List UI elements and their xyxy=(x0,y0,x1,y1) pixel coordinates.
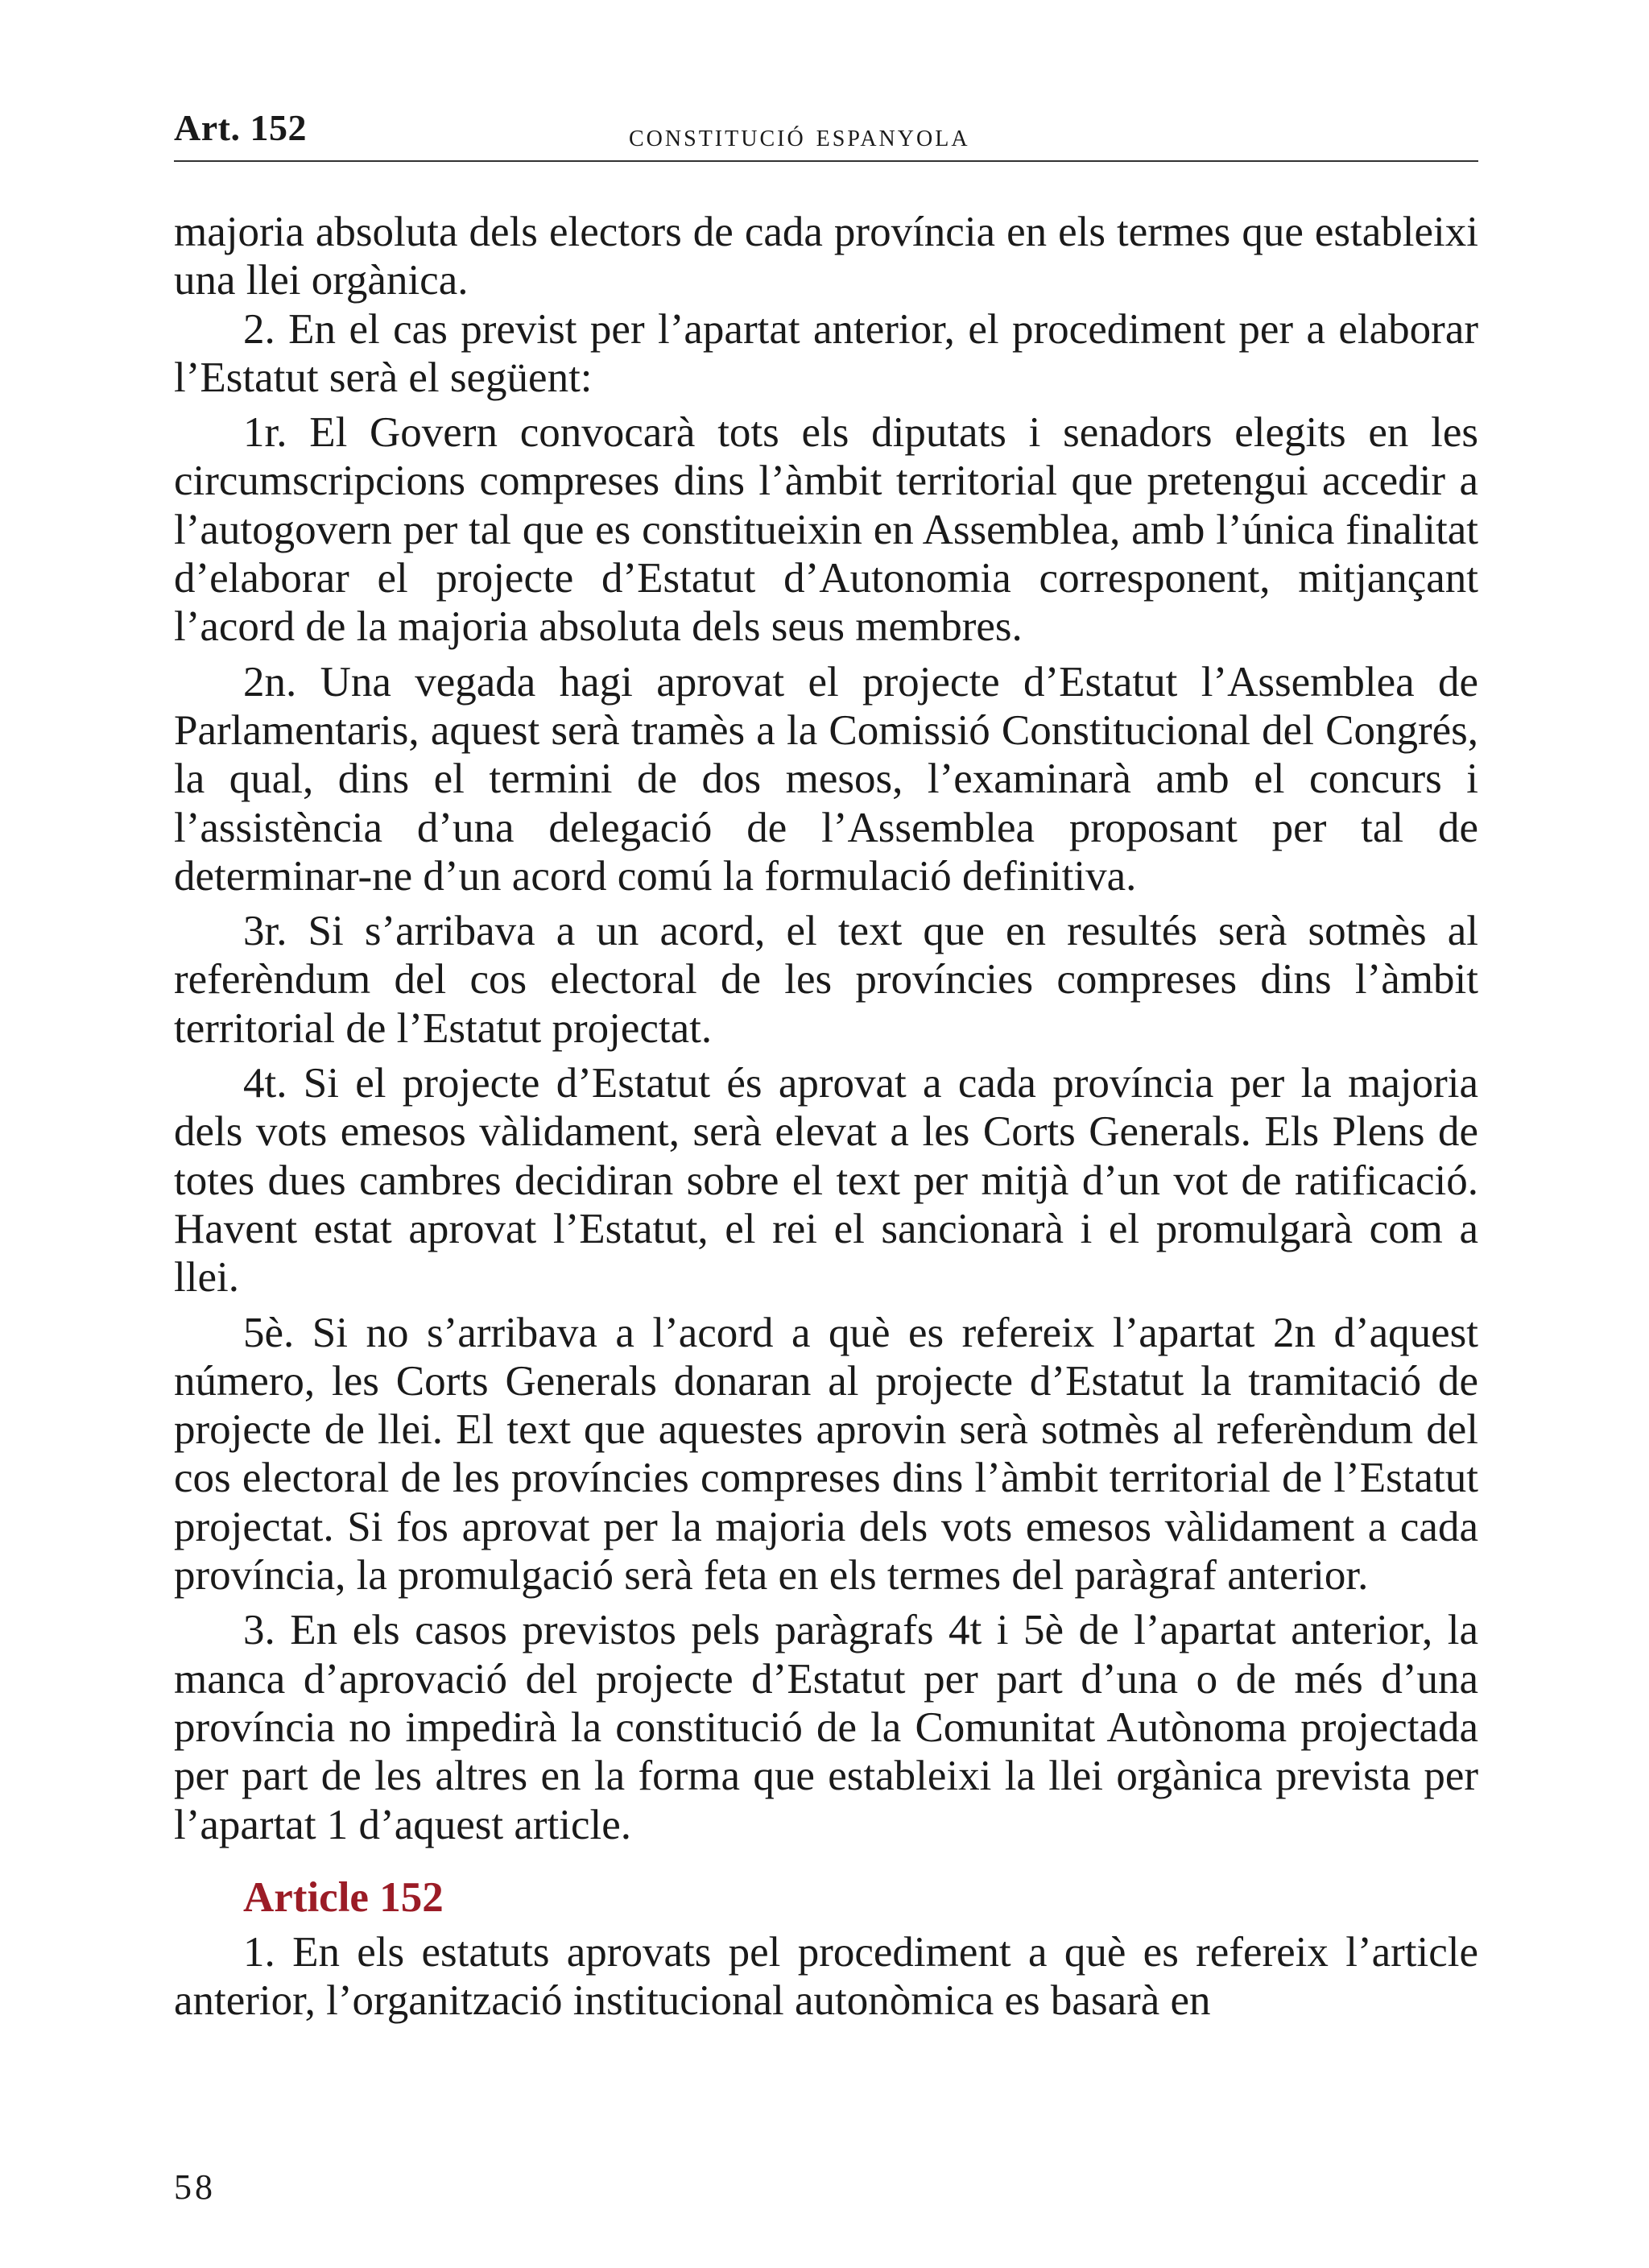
paragraph: majoria absoluta dels electors de cada província en els termes que estableixi una llei orgànica. xyxy=(174,209,1478,304)
page-number: 58 xyxy=(174,2167,216,2207)
paragraph: 1. En els estatuts aprovats pel procediment a què es refereix l’article anterior, l’organització institucional autonòmica es basarà en xyxy=(174,1928,1478,2025)
paragraph: 4t. Si el projecte d’Estatut és aprovat a cada província per la majoria dels vots emesos vàlidament, serà elevat a les Corts Generals. Els Plens de totes dues cambres decidiran sobre el text per mitjà d’un vot de ratificació. Havent estat aprovat l’Estatut, el rei el sancionarà i el promulgarà com a llei. xyxy=(174,1060,1478,1302)
article-heading: Article 152 xyxy=(243,1873,444,1921)
paragraph: 2. En el cas previst per l’apartat anterior, el procediment per a elaborar l’Estatut serà el següent: xyxy=(174,305,1478,401)
paragraph: 2n. Una vegada hagi aprovat el projecte d’Estatut l’Assemblea de Parlamentaris, aquest serà tramès a la Comissió Constitucional del Congrés, la qual, dins el termini de dos mesos, l’examinarà amb el concurs i l’assistència d’una delegació de l’Assemblea proposant per tal de determinar-ne d’un acord comú la formulació definitiva. xyxy=(174,658,1478,900)
header-rule xyxy=(174,160,1478,162)
paragraph: 5è. Si no s’arribava a l’acord a què es refereix l’apartat 2n d’aquest número, les Corts Generals donaran al projecte d’Estatut la tramitació de projecte de llei. El text que aquestes aprovin serà sotmès al referèndum del cos electoral de les províncies compreses dins l’àmbit territorial de l’Estatut projectat. Si fos aprovat per la majoria dels vots emesos vàlidament a cada província, la promulgació serà feta en els termes del paràgraf anterior. xyxy=(174,1309,1478,1600)
book-title: constitució espanyola xyxy=(629,117,970,153)
document-page xyxy=(174,0,1478,2268)
paragraph: 3. En els casos previstos pels paràgrafs 4t i 5è de l’apartat anterior, la manca d’aprovació del projecte d’Estatut per part d’una o de més d’una província no impedirà la constitució de la Comunitat Autònoma projectada per part de les altres en la forma que estableixi la llei orgànica prevista per l’apartat 1 d’aquest article. xyxy=(174,1607,1478,1848)
paragraph: 1r. El Govern convocarà tots els diputats i senadors elegits en les circumscripcions compreses dins l’àmbit territorial que pretengui accedir a l’autogovern per tal que es constitueixin en Assemblea, amb l’única finalitat d’elaborar el projecte d’Estatut d’Autonomia corresponent, mitjançant l’acord de la majoria absoluta dels seus membres. xyxy=(174,409,1478,651)
running-header xyxy=(174,106,1478,155)
body-text xyxy=(174,208,1478,2025)
paragraph: 3r. Si s’arribava a un acord, el text que en resultés serà sotmès al referèndum del cos electoral de les províncies compreses dins l’àmbit territorial de l’Estatut projectat. xyxy=(174,908,1478,1052)
article-reference: Art. 152 xyxy=(174,107,307,148)
